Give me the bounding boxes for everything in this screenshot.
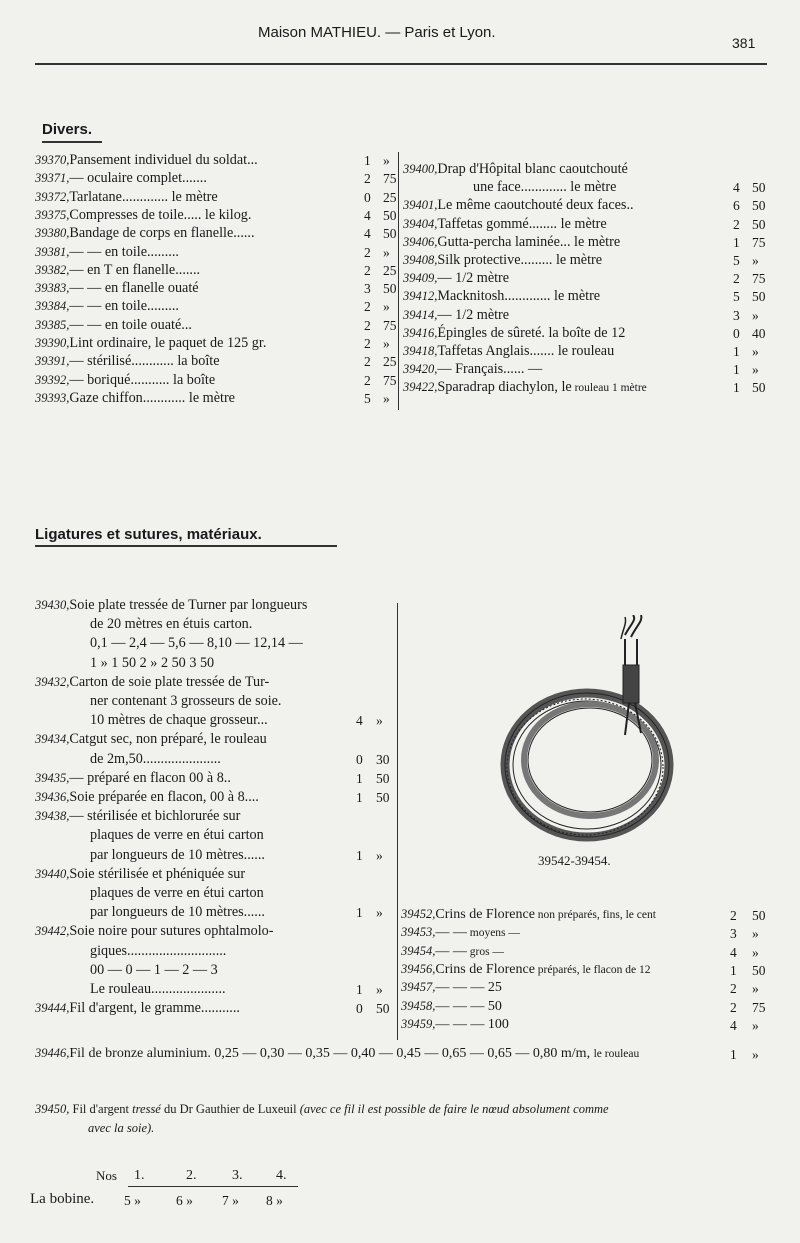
article-text: 0,1 — 2,4 — 5,6 — 8,10 — 12,14 — [90, 635, 303, 652]
price-cent: 50 [376, 790, 390, 805]
price-franc: 1 [356, 770, 363, 786]
price-franc: 4 [364, 226, 371, 242]
price-franc: 1 [364, 153, 371, 168]
article-code: 39452, [401, 907, 436, 921]
list-item [35, 262, 200, 279]
price-cent: 50 [752, 380, 766, 396]
article-text: — stérilisé............ la boîte [69, 353, 220, 370]
article-unit: gros — [466, 945, 504, 958]
article-text: Gutta-percha laminée... le mètre [437, 233, 621, 250]
price-cent: » [376, 905, 383, 921]
price-cent: » [752, 253, 759, 268]
price-cent: 40 [752, 325, 766, 341]
article-text: — — — 50 [435, 998, 502, 1014]
list-item [90, 827, 264, 844]
price-cent: 25 [383, 262, 397, 278]
list-item [35, 674, 269, 691]
price-franc: 1 [733, 344, 740, 359]
list-item [90, 847, 265, 864]
article-code: 39390, [35, 336, 70, 350]
list-item [35, 789, 259, 806]
price-franc: 1 [356, 982, 363, 997]
price-cent: » [752, 944, 759, 960]
article-text: par longueurs de 10 mètres...... [90, 846, 265, 863]
article-text: Macknitosh............. le mètre [437, 288, 601, 305]
price-franc: 2 [364, 244, 371, 260]
article-code: 39382, [35, 262, 70, 277]
price-cent: 75 [383, 317, 397, 333]
article-code: 39404, [403, 216, 438, 231]
article-code: 39385, [35, 317, 70, 332]
article-code: 39457, [401, 980, 436, 995]
article-code: 39372, [35, 189, 70, 204]
price-franc: 1 [356, 790, 363, 805]
list-item [401, 907, 656, 923]
price-cent: 75 [752, 234, 766, 250]
price-franc: 6 [733, 198, 740, 214]
article-text: 1 » 1 50 2 » 2 50 3 50 [90, 654, 215, 671]
article-text: Le même caoutchouté deux faces.. [437, 197, 634, 214]
article-text: Taffetas Anglais....... le rouleau [437, 343, 615, 359]
price-franc: 5 [733, 253, 740, 268]
list-item [403, 234, 620, 251]
price-franc: 2 [730, 999, 737, 1015]
price-cent: 30 [376, 751, 390, 767]
price-franc: 2 [730, 981, 737, 997]
price-cent: » [752, 344, 759, 359]
article-text: Fil d'argent, le gramme........... [69, 1000, 240, 1017]
price-cent: 50 [752, 962, 766, 978]
list-item [90, 616, 252, 633]
header-rule [35, 63, 767, 65]
article-text: Fil de bronze aluminium. 0,25 — 0,30 — 0,35 — 0,40 — 0,45 — 0,65 — 0,65 — 0,80 m/m, [69, 1046, 591, 1061]
price-franc: 0 [356, 751, 363, 767]
list-item [90, 693, 281, 710]
price-cent: » [383, 390, 390, 406]
price-cent: 50 [752, 180, 766, 196]
article-text: Compresses de toile..... le kilog. [69, 206, 252, 223]
price-franc: 2 [733, 271, 740, 287]
article-code: 39418, [403, 344, 438, 358]
price-cent: » [752, 981, 759, 997]
article-code: 39406, [403, 234, 438, 249]
list-item [403, 361, 542, 378]
price-cent: 75 [752, 999, 766, 1015]
price-franc: 5 [733, 289, 740, 305]
list-item [35, 866, 245, 883]
number-label: 2. [186, 1168, 197, 1183]
list-item [401, 999, 502, 1015]
price-franc: 4 [364, 207, 371, 223]
article-text: par longueurs de 10 mètres...... [90, 904, 265, 921]
article-text: — préparé en flacon 00 à 8.. [69, 769, 231, 786]
list-item [401, 925, 520, 941]
article-code: 39456, [401, 961, 436, 976]
list-item [35, 170, 207, 187]
article-code: 39422, [403, 380, 438, 395]
price-cent: » [376, 713, 383, 729]
list-item [403, 379, 647, 396]
article-unit: rouleau 1 mètre [571, 382, 647, 395]
article-text: — oculaire complet....... [69, 170, 207, 187]
bronze-wire-row [35, 1046, 639, 1062]
price-cent: » [752, 926, 759, 942]
article-unit: moyens — [466, 927, 520, 940]
price-franc: 1 [730, 962, 737, 978]
price-franc: 1 [733, 362, 740, 378]
article-code: 39454, [401, 943, 436, 958]
price-cent: 75 [383, 372, 397, 388]
footer-text-d: (avec ce fil il est possible de faire le nœud absolument comme [299, 1102, 609, 1116]
price-franc: 2 [364, 171, 371, 187]
column-divider [398, 152, 399, 410]
price-franc: 2 [364, 317, 371, 333]
list-item [90, 904, 265, 921]
article-code: 39383, [35, 281, 70, 296]
list-item [401, 980, 502, 996]
price-franc: 1 [356, 847, 363, 863]
list-item [35, 317, 192, 334]
price-cent: » [383, 336, 390, 351]
article-code: 39450, [35, 1102, 70, 1116]
article-text: Le rouleau..................... [90, 981, 226, 997]
article-code: 39409, [403, 271, 438, 286]
price-franc: 4 [733, 180, 740, 196]
list-item [403, 325, 625, 342]
article-code: 39459, [401, 1016, 436, 1031]
article-text: Soie noire pour sutures ophtalmolo- [69, 923, 274, 940]
article-text: Crins de Florence [435, 907, 535, 922]
price-cent: 50 [383, 226, 397, 242]
article-text: — — — 25 [435, 980, 502, 996]
price-cent: 50 [383, 281, 397, 297]
list-item [403, 216, 607, 233]
article-text: Drap d'Hôpital blanc caoutchouté [437, 161, 628, 177]
list-item [35, 335, 266, 352]
list-item [35, 280, 199, 297]
price-franc: 2 [730, 908, 737, 923]
list-item [401, 962, 651, 978]
article-code: 39380, [35, 226, 70, 241]
article-text: giques............................ [90, 942, 227, 959]
section-title-ligatures: Ligatures et sutures, matériaux. [35, 526, 262, 543]
article-unit: non préparés, fins, le cent [534, 909, 656, 921]
bobine-price: 7 » [222, 1193, 239, 1208]
article-text: — — en toile......... [69, 298, 179, 315]
list-item [35, 353, 220, 370]
section-title-divers: Divers. [42, 121, 93, 138]
list-item [90, 712, 268, 729]
article-code: 39392, [35, 372, 70, 387]
list-item [401, 1017, 509, 1033]
article-text: Catgut sec, non préparé, le rouleau [69, 731, 267, 748]
article-code: 39401, [403, 198, 438, 213]
price-cent: 25 [383, 354, 397, 370]
price-cent: » [383, 153, 390, 168]
article-code: 39420, [403, 362, 438, 377]
list-item [35, 372, 215, 389]
article-text: Carton de soie plate tressée de Tur- [69, 673, 270, 690]
list-item [90, 885, 264, 902]
price-franc: 0 [356, 1001, 363, 1017]
article-code: 39381, [35, 244, 70, 259]
bobine-price: 8 » [266, 1193, 283, 1208]
figure-caption: 39542-39454. [538, 853, 611, 868]
article-text: Crins de Florence [435, 961, 535, 977]
list-item [35, 923, 274, 940]
article-text: — 1/2 mètre [437, 270, 510, 287]
article-text: ner contenant 3 grosseurs de soie. [90, 693, 282, 709]
footer-text-c: du Dr Gauthier de Luxeuil [163, 1102, 297, 1116]
price-franc: 1 [356, 905, 363, 921]
running-header: Maison MATHIEU. — Paris et Lyon. [258, 24, 496, 41]
list-item [90, 655, 214, 672]
article-text: Sparadrap diachylon, le [437, 379, 572, 396]
article-text: — — en flanelle ouaté [69, 280, 199, 297]
article-text: plaques de verre en étui carton [90, 827, 264, 844]
bobine-price: 5 » [124, 1193, 141, 1208]
price-cent: » [383, 244, 390, 260]
price-franc: 1 [733, 234, 740, 250]
article-text: — — [435, 943, 467, 959]
list-item [90, 635, 303, 652]
article-text: de 20 mètres en étuis carton. [90, 616, 253, 633]
list-item [35, 597, 307, 614]
price-franc: 2 [733, 216, 740, 232]
price-franc: 2 [364, 372, 371, 388]
list-item [35, 225, 255, 242]
footer-line-2: avec la soie). [88, 1121, 155, 1135]
article-code: 39458, [401, 998, 436, 1013]
article-code: 39400, [403, 162, 438, 176]
article-text: — — — 100 [435, 1016, 509, 1032]
article-code: 39440, [35, 866, 70, 881]
article-code: 39375, [35, 207, 70, 222]
price-franc: 4 [730, 944, 737, 960]
article-text: — boriqué........... la boîte [69, 371, 216, 388]
article-text: — Français...... — [437, 361, 543, 378]
article-code: 39384, [35, 299, 70, 314]
nos-rule [128, 1186, 298, 1187]
price-cent: » [376, 982, 383, 997]
article-text: Gaze chiffon............ le mètre [69, 389, 235, 406]
section-underline [35, 545, 337, 547]
list-item [35, 207, 251, 224]
article-text: plaques de verre en étui carton [90, 885, 264, 901]
list-item [35, 1000, 240, 1017]
list-item [90, 981, 226, 998]
price-franc: 1 [733, 380, 740, 396]
price-franc: 3 [364, 281, 371, 297]
article-text: Soie stérilisée et phéniquée sur [69, 865, 246, 882]
article-code: 39414, [403, 307, 438, 322]
price-franc: 2 [364, 354, 371, 370]
article-text: — 1/2 mètre [437, 306, 510, 323]
price-cent: » [752, 307, 759, 323]
list-item [403, 270, 509, 287]
bobine-price: 6 » [176, 1193, 193, 1208]
list-item [35, 298, 179, 315]
price-cent: » [383, 299, 390, 315]
article-code: 39371, [35, 171, 70, 186]
number-label: 1. [134, 1168, 145, 1183]
price-cent: 75 [383, 171, 397, 187]
article-code: 39412, [403, 289, 438, 304]
article-text: Soie plate tressée de Turner par longueurs [69, 597, 308, 613]
list-item [403, 252, 602, 269]
article-code: 39453, [401, 925, 436, 940]
article-code: 39430, [35, 598, 70, 612]
list-item [35, 244, 179, 261]
price-cent: » [376, 847, 383, 863]
article-code: 39444, [35, 1001, 70, 1016]
article-text: Silk protective......... le mètre [437, 252, 603, 268]
article-code: 39393, [35, 390, 70, 405]
number-label: 3. [232, 1168, 243, 1183]
article-text: Soie préparée en flacon, 00 à 8.... [69, 789, 259, 805]
footer-line-1 [35, 1102, 609, 1117]
article-text: — stérilisée et bichlorurée sur [69, 808, 241, 825]
price-cent: » [752, 1017, 759, 1033]
price-cent: 50 [376, 1001, 390, 1017]
article-text: — en T en flanelle....... [69, 261, 201, 278]
price-franc: 2 [364, 336, 371, 351]
article-text: 00 — 0 — 1 — 2 — 3 [90, 961, 218, 978]
article-text: — — [435, 925, 467, 941]
list-item [90, 962, 218, 979]
bobine-label: La bobine. [30, 1191, 95, 1207]
list-item [473, 179, 616, 196]
article-text: de 2m,50...................... [90, 750, 221, 767]
bronze-price-cent: » [752, 1047, 759, 1062]
price-franc: 3 [730, 926, 737, 942]
price-franc: 4 [356, 713, 363, 729]
article-text: Pansement individuel du soldat... [69, 152, 258, 168]
price-cent: 50 [752, 289, 766, 305]
price-cent: 50 [383, 207, 397, 223]
article-code: 39416, [403, 325, 438, 340]
list-item [35, 189, 218, 206]
price-franc: 2 [364, 262, 371, 278]
article-text: Épingles de sûreté. la boîte de 12 [437, 324, 626, 341]
article-text: Taffetas gommé........ le mètre [437, 215, 607, 232]
bronze-price-franc: 1 [730, 1047, 737, 1062]
footer-text-a: Fil d'argent [72, 1102, 130, 1116]
price-cent: 25 [383, 189, 397, 205]
article-text: Bandage de corps en flanelle...... [69, 225, 255, 242]
list-item [403, 288, 600, 305]
article-text: Tarlatane............. le mètre [69, 188, 218, 205]
footer-text-b: tressé [132, 1102, 161, 1116]
price-franc: 0 [364, 189, 371, 205]
article-unit: le rouleau [593, 1048, 640, 1060]
price-cent: 50 [376, 770, 390, 786]
article-code: 39436, [35, 790, 70, 804]
list-item [35, 152, 258, 169]
price-cent: » [752, 362, 759, 378]
article-text: 10 mètres de chaque grosseur... [90, 712, 268, 729]
article-unit: préparés, le flacon de 12 [534, 963, 651, 976]
price-franc: 0 [733, 325, 740, 341]
list-item [90, 751, 221, 768]
article-code: 39432, [35, 674, 70, 689]
list-item [403, 343, 614, 360]
price-cent: 75 [752, 271, 766, 287]
price-franc: 3 [733, 307, 740, 323]
article-code: 39391, [35, 354, 70, 369]
article-text: — — en toile ouaté... [69, 316, 192, 333]
price-franc: 5 [364, 390, 371, 406]
price-franc: 4 [730, 1017, 737, 1033]
page-number: 381 [732, 35, 756, 51]
list-item [35, 731, 267, 748]
list-item [35, 808, 240, 825]
article-text: — — en toile......... [69, 243, 179, 260]
article-code: 39408, [403, 253, 438, 267]
article-code: 39438, [35, 809, 70, 824]
article-code: 39435, [35, 770, 70, 785]
article-text: Lint ordinaire, le paquet de 125 gr. [69, 335, 267, 351]
list-item [401, 944, 504, 960]
number-label: 4. [276, 1168, 287, 1183]
article-code: 39442, [35, 924, 70, 939]
article-code: 39434, [35, 732, 70, 747]
price-franc: 2 [364, 299, 371, 315]
list-item [403, 307, 509, 324]
article-text: une face............. le mètre [473, 179, 617, 196]
list-item [35, 390, 235, 407]
price-cent: 50 [752, 198, 766, 214]
list-item [403, 161, 628, 178]
price-cent: 50 [752, 908, 766, 923]
list-item [35, 770, 231, 787]
section-underline [42, 141, 102, 143]
suture-coil-illustration [495, 615, 695, 855]
list-item [403, 197, 634, 214]
article-code: 39446, [35, 1046, 70, 1060]
list-item [90, 943, 226, 960]
nos-label: Nos [96, 1168, 117, 1183]
article-code: 39370, [35, 153, 70, 167]
column-divider [397, 603, 398, 1040]
price-cent: 50 [752, 216, 766, 232]
